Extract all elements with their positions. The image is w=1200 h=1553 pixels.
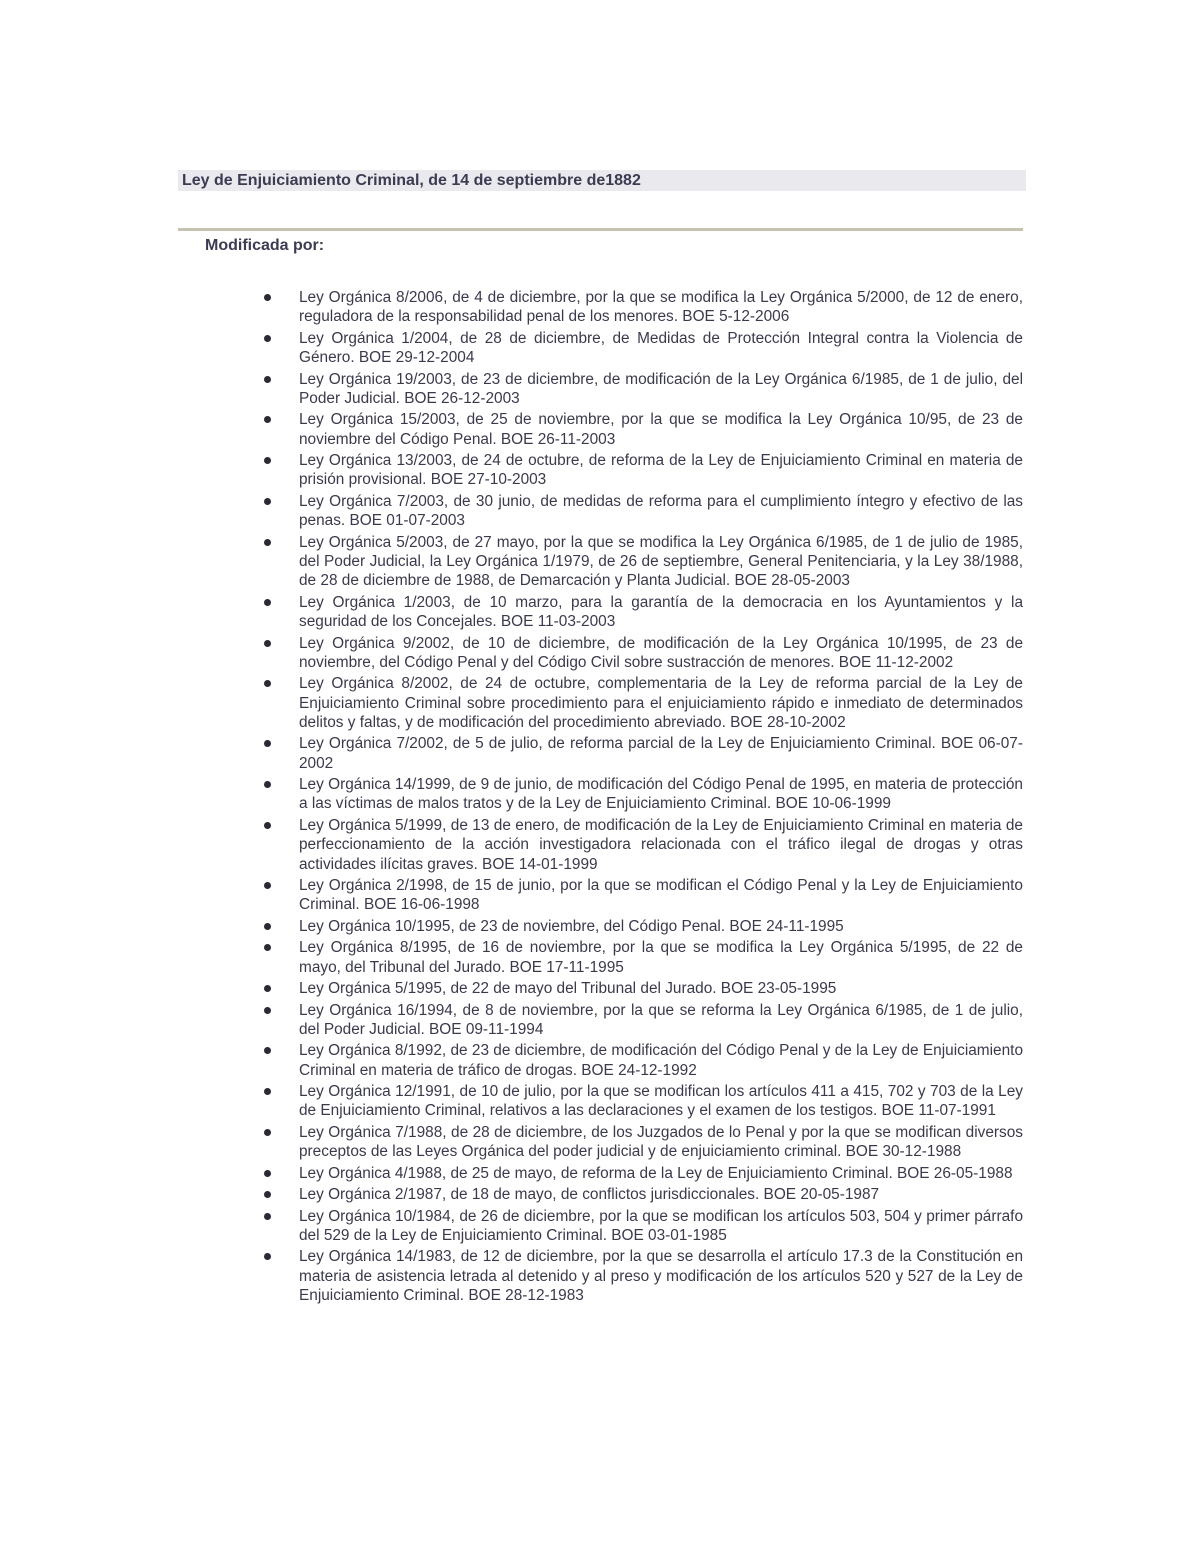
list-item-text: Ley Orgánica 8/2002, de 24 de octubre, complementaria de la Ley de reforma parcial de la Ley de Enjuiciamiento Criminal sobre procedimiento para el enjuiciamiento rápido e inmediato de determinados delitos y faltas, y de modificación del procedimiento abreviado. BOE 28-10-2002 <box>299 675 1023 731</box>
list-item <box>299 1247 1023 1305</box>
bullet-icon <box>264 781 271 788</box>
list-item-text: Ley Orgánica 13/2003, de 24 de octubre, de reforma de la Ley de Enjuiciamiento Criminal en materia de prisión provisional. BOE 27-10-2003 <box>299 452 1023 489</box>
list-item-text: Ley Orgánica 4/1988, de 25 de mayo, de reforma de la Ley de Enjuiciamiento Criminal. BOE 26-05-1988 <box>299 1164 1013 1182</box>
list-item-text: Ley Orgánica 19/2003, de 23 de diciembre, de modificación de la Ley Orgánica 6/1985, de 1 de julio, del Poder Judicial. BOE 26-12-2003 <box>299 370 1023 407</box>
list-item-text: Ley Orgánica 7/1988, de 28 de diciembre, de los Juzgados de lo Penal y por la que se modifican diversos preceptos de las Leyes Orgánica del poder judicial y de enjuiciamiento criminal. BOE 30-12-1988 <box>299 1123 1023 1161</box>
document-title: Ley de Enjuiciamiento Criminal, de 14 de septiembre de1882 <box>182 172 641 189</box>
list-item <box>299 734 1023 773</box>
list-item-text: Ley Orgánica 15/2003, de 25 de noviembre, por la que se modifica la Ley Orgánica 10/95, de 23 de noviembre del Código Penal. BOE 26-11-2003 <box>299 411 1023 448</box>
list-item <box>299 1164 1023 1183</box>
divider-rule <box>178 228 1023 231</box>
bullet-icon <box>264 1191 271 1198</box>
list-item-text: Ley Orgánica 2/1987, de 18 de mayo, de conflictos jurisdiccionales. BOE 20-05-1987 <box>299 1186 880 1204</box>
bullet-icon <box>264 1170 271 1177</box>
bullet-icon <box>264 599 271 606</box>
bullet-icon <box>264 944 271 951</box>
list-item-text: Ley Orgánica 1/2004, de 28 de diciembre, de Medidas de Protección Integral contra la Violencia de Género. BOE 29-12-2004 <box>299 329 1023 367</box>
amendments-list <box>299 288 1023 1308</box>
bullet-icon <box>264 923 271 930</box>
list-item <box>299 1041 1023 1080</box>
list-item-text: Ley Orgánica 5/1995, de 22 de mayo del Tribunal del Jurado. BOE 23-05-1995 <box>299 980 837 998</box>
list-item <box>299 917 1023 936</box>
bullet-icon <box>264 680 271 687</box>
list-item <box>299 329 1023 368</box>
list-item-text: Ley Orgánica 12/1991, de 10 de julio, por la que se modifican los artículos 411 a 415, 702 y 703 de la Ley de Enjuiciamiento Criminal, relativos a las declaraciones y el examen de los testigos. BOE 11-07-1991 <box>299 1083 1023 1120</box>
list-item-text: Ley Orgánica 14/1999, de 9 de junio, de modificación del Código Penal de 1995, en materia de protección a las víctimas de malos tratos y de la Ley de Enjuiciamiento Criminal. BOE 10-06-1999 <box>299 776 1023 813</box>
list-item <box>299 492 1023 531</box>
list-item <box>299 938 1023 977</box>
list-item-text: Ley Orgánica 2/1998, de 15 de junio, por la que se modifican el Código Penal y la Ley de Enjuiciamiento Criminal. BOE 16-06-1998 <box>299 877 1023 914</box>
list-item-text: Ley Orgánica 8/1995, de 16 de noviembre, por la que se modifica la Ley Orgánica 5/1995, de 22 de mayo, del Tribunal del Jurado. BOE 17-11-1995 <box>299 939 1023 976</box>
modified-by-heading: Modificada por: <box>205 237 325 254</box>
list-item <box>299 410 1023 449</box>
bullet-icon <box>264 498 271 505</box>
list-item <box>299 674 1023 732</box>
bullet-icon <box>264 335 271 342</box>
bullet-icon <box>264 985 271 992</box>
list-item-text: Ley Orgánica 10/1995, de 23 de noviembre, del Código Penal. BOE 24-11-1995 <box>299 917 844 935</box>
bullet-icon <box>264 1007 271 1014</box>
list-item-text: Ley Orgánica 5/1999, de 13 de enero, de modificación de la Ley de Enjuiciamiento Criminal en materia de perfeccionamiento de la acción investigadora relacionada con el tráfico ilegal de drogas y otras actividades ilícitas graves. BOE 14-01-1999 <box>299 816 1023 873</box>
list-item-text: Ley Orgánica 1/2003, de 10 marzo, para la garantía de la democracia en los Ayuntamientos y la seguridad de los Concejales. BOE 11-03-2003 <box>299 593 1023 631</box>
list-item <box>299 288 1023 327</box>
list-item <box>299 634 1023 673</box>
list-item <box>299 370 1023 409</box>
list-item-text: Ley Orgánica 5/2003, de 27 mayo, por la que se modifica la Ley Orgánica 6/1985, de 1 de julio de 1985, del Poder Judicial, la Ley Orgánica 1/1979, de 26 de septiembre, General Penitenciaria, y la Ley 38/1988, de 28 de diciembre de 1988, de Demarcación y Planta Judicial. BOE 28-05-2003 <box>299 533 1023 590</box>
bullet-icon <box>264 1213 271 1220</box>
list-item <box>299 876 1023 915</box>
bullet-icon <box>264 416 271 423</box>
list-item <box>299 775 1023 814</box>
list-item-text: Ley Orgánica 8/2006, de 4 de diciembre, por la que se modifica la Ley Orgánica 5/2000, de 12 de enero, reguladora de la responsabilidad penal de los menores. BOE 5-12-2006 <box>299 289 1023 326</box>
list-item <box>299 1001 1023 1040</box>
bullet-icon <box>264 882 271 889</box>
bullet-icon <box>264 1253 271 1260</box>
list-item <box>299 816 1023 874</box>
list-item-text: Ley Orgánica 9/2002, de 10 de diciembre, de modificación de la Ley Orgánica 10/1995, de 23 de noviembre, del Código Penal y del Código Civil sobre sustracción de menores. BOE 11-12-2002 <box>299 634 1023 671</box>
list-item <box>299 451 1023 490</box>
list-item <box>299 1123 1023 1162</box>
list-item <box>299 533 1023 591</box>
list-item-text: Ley Orgánica 7/2002, de 5 de julio, de reforma parcial de la Ley de Enjuiciamiento Criminal. BOE 06-07-2002 <box>299 735 1023 772</box>
bullet-icon <box>264 376 271 383</box>
list-item <box>299 1082 1023 1121</box>
list-item-text: Ley Orgánica 8/1992, de 23 de diciembre, de modificación del Código Penal y de la Ley de Enjuiciamiento Criminal en materia de tráfico de drogas. BOE 24-12-1992 <box>299 1042 1023 1079</box>
list-item <box>299 1207 1023 1246</box>
list-item-text: Ley Orgánica 14/1983, de 12 de diciembre, por la que se desarrolla el artículo 17.3 de la Constitución en materia de asistencia letrada al detenido y al preso y modificación de los artículos 520 y 527 de la Ley de Enjuiciamiento Criminal. BOE 28-12-1983 <box>299 1248 1023 1305</box>
bullet-icon <box>264 640 271 647</box>
list-item <box>299 1185 1023 1204</box>
bullet-icon <box>264 1088 271 1095</box>
list-item-text: Ley Orgánica 16/1994, de 8 de noviembre, por la que se reforma la Ley Orgánica 6/1985, de 1 de julio, del Poder Judicial. BOE 09-11-1994 <box>299 1001 1023 1038</box>
list-item <box>299 979 1023 998</box>
bullet-icon <box>264 1047 271 1054</box>
bullet-icon <box>264 740 271 747</box>
list-item-text: Ley Orgánica 10/1984, de 26 de diciembre, por la que se modifican los artículos 503, 504 y primer párrafo del 529 de la Ley de Enjuiciamiento Criminal. BOE 03-01-1985 <box>299 1207 1023 1244</box>
bullet-icon <box>264 822 271 829</box>
bullet-icon <box>264 539 271 546</box>
list-item-text: Ley Orgánica 7/2003, de 30 junio, de medidas de reforma para el cumplimiento íntegro y efectivo de las penas. BOE 01-07-2003 <box>299 492 1023 530</box>
bullet-icon <box>264 294 271 301</box>
list-item <box>299 593 1023 632</box>
bullet-icon <box>264 457 271 464</box>
bullet-icon <box>264 1129 271 1136</box>
